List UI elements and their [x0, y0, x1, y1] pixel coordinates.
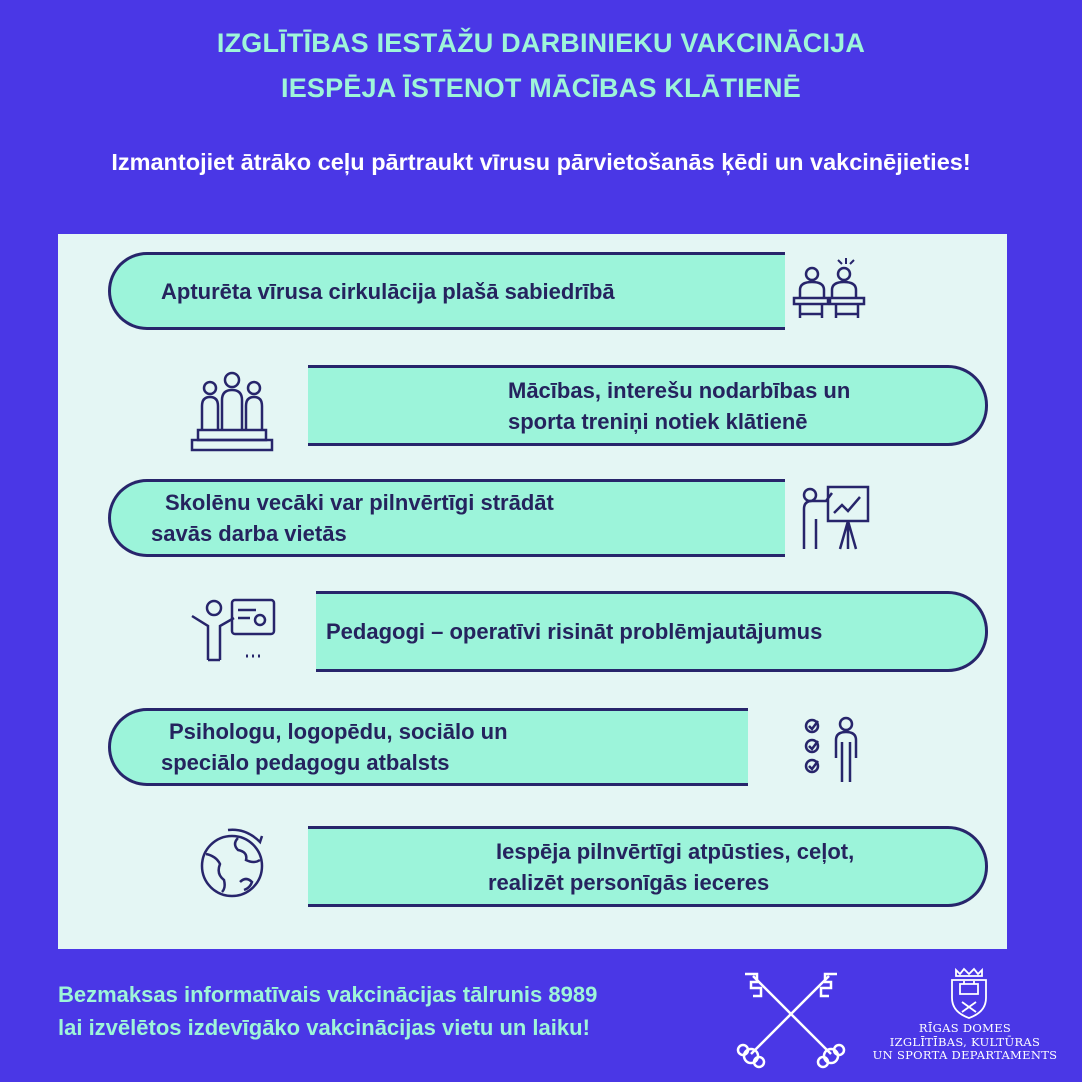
group-on-podium-icon — [188, 368, 276, 458]
subtitle: Izmantojiet ātrāko ceļu pārtraukt vīrusu pārvietošanās ķēdi un vakcinējieties! — [111, 149, 971, 175]
benefit-6-line-1: Iespēja pilnvērtīgi atpūsties, ceļot, — [496, 838, 855, 864]
benefit-1-line-1: Apturēta vīrusa cirkulācija plašā sabiedrībā — [161, 278, 615, 304]
title-line-2: IESPĒJA ĪSTENOT MĀCĪBAS KLĀTIENĒ — [281, 73, 801, 103]
benefit-3-line-1: Skolēnu vecāki var pilnvērtīgi strādāt — [165, 490, 554, 515]
benefit-item-6 — [308, 826, 988, 907]
hotline-line-1: Bezmaksas informatīvais vakcinācijas tālrunis 8989 — [58, 982, 598, 1007]
presenter-with-chart-icon — [796, 483, 872, 553]
benefit-5-line-2: speciālo pedagogu atbalsts — [161, 750, 450, 775]
riga-coat-of-arms-icon — [948, 966, 990, 1025]
benefit-2-line-1: Mācības, interešu nodarbības un — [508, 377, 851, 403]
benefit-2-line-2: sporta treniņi notiek klātienē — [508, 408, 808, 434]
benefit-item-3 — [108, 479, 785, 557]
department-line-1: RĪGAS DOMES — [918, 1021, 1012, 1035]
vaccination-hotline-info — [58, 978, 597, 1044]
title-line-1: IZGLĪTĪBAS IESTĀŽU DARBINIEKU VAKCINĀCIJA — [216, 28, 866, 58]
students-at-desks-icon — [788, 252, 880, 324]
crossed-keys-logo — [735, 968, 847, 1075]
department-line-3: UN SPORTA DEPARTAMENTS — [872, 1048, 1058, 1062]
benefit-5-line-1: Psihologu, logopēdu, sociālo un — [169, 719, 508, 744]
hotline-line-2: lai izvēlētos izdevīgāko vakcinācijas vietu un laiku! — [58, 1015, 590, 1040]
benefit-item-4 — [316, 591, 988, 672]
department-line-2: IZGLĪTĪBAS, KULTŪRAS — [889, 1034, 1041, 1049]
benefit-item-1 — [108, 252, 785, 330]
department-name — [860, 1022, 1070, 1063]
benefit-4-line-1: Pedagogi – operatīvi risināt problēmjautājumus — [326, 619, 823, 644]
benefit-3-line-2: savās darba vietās — [151, 521, 347, 546]
benefit-item-5 — [108, 708, 748, 786]
teacher-at-board-icon — [186, 596, 278, 664]
benefit-6-line-2: realizēt personīgās ieceres — [488, 869, 770, 895]
benefit-item-2 — [308, 365, 988, 446]
checklist-person-icon — [804, 714, 864, 784]
globe-icon — [194, 826, 270, 902]
